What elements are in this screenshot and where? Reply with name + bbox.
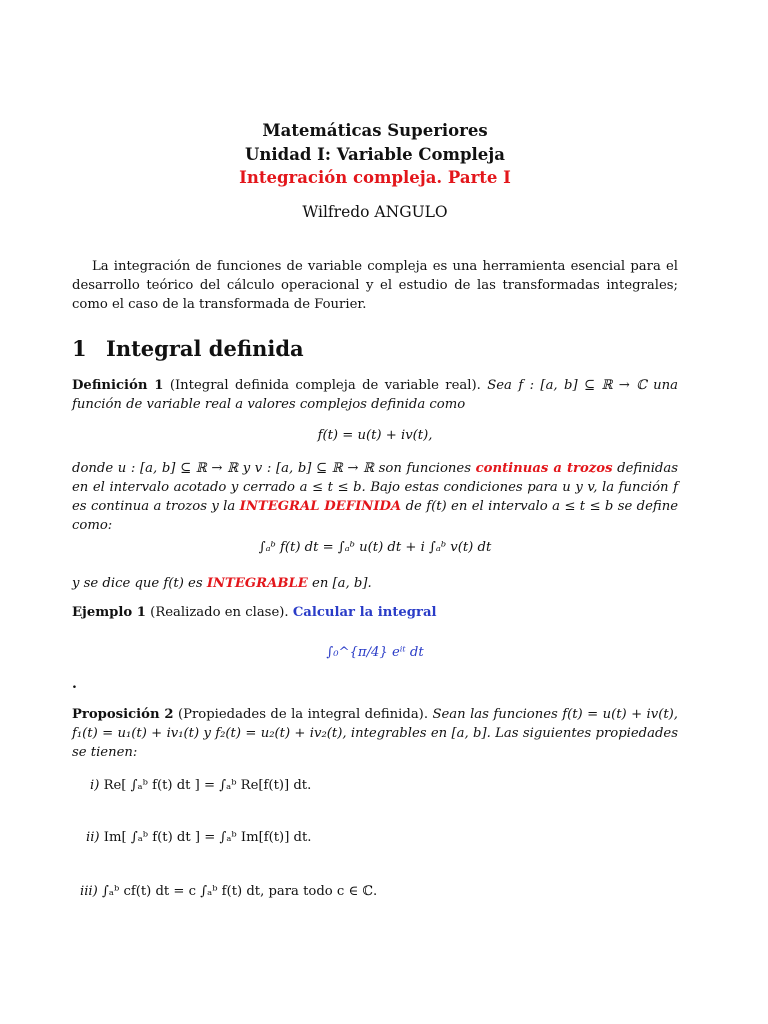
definition-label: Definición 1: [72, 378, 164, 393]
definition-line3a: y se dice que f(t) es: [72, 576, 203, 591]
topic-title: Integración compleja. Parte I: [239, 168, 511, 187]
abstract-paragraph: La integración de funciones de variable compleja es una herramienta esencial para el desarrollo teórico del cálculo operacional y el estudio de las transformadas integrales; como el caso de la transformada de Fourier.: [72, 259, 678, 312]
definition-line3b: en [a, b].: [312, 576, 372, 591]
proposition-text: Sean las funciones f(t) = u(t) + iv(t), f₁(t) = u₁(t) + iv₁(t) y f₂(t) = u₂(t) + iv₂(t), integrables en [a, b]. Las siguientes propiedades se tienen:: [72, 707, 678, 760]
course-title: Matemáticas Superiores: [262, 121, 488, 140]
example-note: (Realizado en clase).: [150, 605, 289, 620]
definition-note: (Integral definida compleja de variable real).: [169, 378, 481, 393]
property-ii-label: ii): [86, 830, 100, 845]
example-end-dot: .: [72, 676, 77, 692]
example-integral: ∫₀^{π/4} eⁱᵗ dt: [326, 645, 424, 660]
definition-formula: f(t) = u(t) + iv(t),: [317, 428, 433, 443]
property-i-label: i): [90, 778, 100, 793]
property-ii-formula: Im[ ∫ₐᵇ f(t) dt ] = ∫ₐᵇ Im[f(t)] dt.: [103, 830, 312, 845]
example-block: [72, 603, 678, 622]
highlight-integral-definida: INTEGRAL DEFINIDA: [239, 499, 402, 514]
proposition-note: (Propiedades de la integral definida).: [177, 707, 429, 722]
proposition-label: Proposición 2: [72, 707, 174, 722]
property-i-formula: Re[ ∫ₐᵇ f(t) dt ] = ∫ₐᵇ Re[f(t)] dt.: [103, 778, 312, 793]
section-heading: [72, 336, 304, 361]
author-name: Wilfredo ANGULO: [302, 203, 448, 221]
definition-block: [72, 376, 678, 414]
definition-line2a: donde u : [a, b] ⊆ ℝ → ℝ y v : [a, b] ⊆ ℝ → ℝ son funciones: [72, 461, 471, 476]
definition-line1: Sea f : [a, b] ⊆ ℝ → ℂ una función de variable real a valores complejos definida como: [72, 378, 678, 412]
definition-conclusion: [72, 574, 678, 593]
document-page: [72, 0, 678, 1024]
definition-integral: ∫ₐᵇ f(t) dt = ∫ₐᵇ u(t) dt + i ∫ₐᵇ v(t) dt: [258, 540, 492, 555]
proposition-block: [72, 705, 678, 762]
property-iii-label: iii): [80, 884, 98, 899]
example-task: Calcular la integral: [292, 605, 437, 620]
section-number: 1: [72, 336, 87, 361]
property-i: [90, 778, 311, 793]
definition-continuation: [72, 459, 678, 535]
property-ii: [86, 830, 311, 845]
property-iii: [80, 884, 377, 899]
unit-title: Unidad I: Variable Compleja: [245, 145, 505, 164]
definition-line2c: de f(t) en el intervalo a ≤ t ≤ b se define como:: [72, 499, 678, 533]
highlight-integrable: INTEGRABLE: [206, 576, 308, 591]
example-label: Ejemplo 1: [72, 605, 146, 620]
property-iii-formula: ∫ₐᵇ cf(t) dt = c ∫ₐᵇ f(t) dt, para todo c ∈ ℂ.: [102, 884, 378, 899]
section-title: Integral definida: [106, 336, 304, 361]
highlight-continuas: continuas a trozos: [475, 461, 613, 476]
definition-line2b: definidas en el intervalo acotado y cerrado a ≤ t ≤ b. Bajo estas condiciones para u y v, la función f es continua a trozos y la: [72, 461, 678, 514]
